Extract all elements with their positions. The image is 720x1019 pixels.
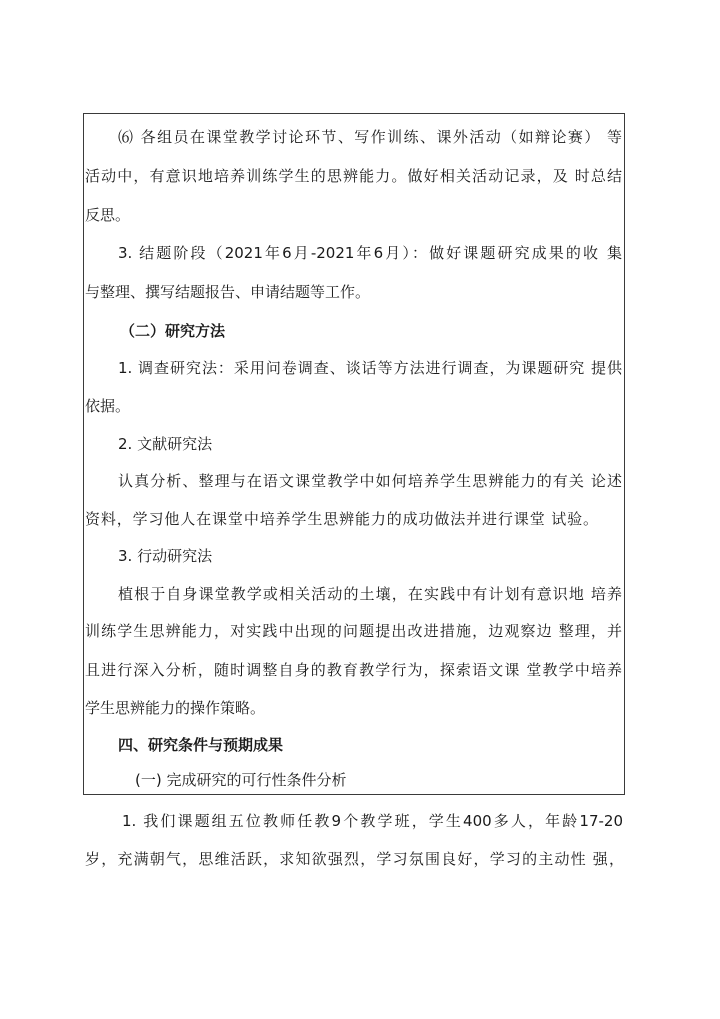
table-cell-border — [83, 113, 625, 795]
paragraph-line: ⑹ 各组员在课堂教学讨论环节、写作训练、课外活动（如辩论赛） 等 — [118, 128, 622, 146]
paragraph-line: 训练学生思辨能力，对实践中出现的问题提出改进措施，边观察边 整理，并 — [85, 622, 622, 640]
paragraph-line: 与整理、撰写结题报告、申请结题等工作。 — [85, 283, 371, 301]
section-heading: （二）研究方法 — [120, 322, 226, 340]
section-heading: 四、研究条件与预期成果 — [118, 736, 284, 754]
paragraph-line: 认真分析、整理与在语文课堂教学中如何培养学生思辨能力的有关 论述 — [118, 472, 622, 490]
paragraph-line: 活动中，有意识地培养训练学生的思辨能力。做好相关活动记录，及 时总结 — [85, 167, 622, 185]
paragraph-line: 3. 结题阶段（2021年6月-2021年6月）：做好课题研究成果的收 集 — [118, 244, 622, 262]
paragraph-line: 1. 我们课题组五位教师任教9个教学班，学生400多人，年龄17-20 — [122, 812, 623, 830]
paragraph-line: 且进行深入分析，随时调整自身的教育教学行为，探索语文课 堂教学中培养 — [85, 661, 622, 679]
subheading: (一) 完成研究的可行性条件分析 — [135, 771, 347, 789]
subheading: 3. 行动研究法 — [118, 547, 213, 565]
paragraph-line: 岁，充满朝气，思维活跃，求知欲强烈，学习氛围良好，学习的主动性 强， — [85, 850, 624, 868]
paragraph-line: 反思。 — [85, 206, 131, 224]
paragraph-line: 1. 调查研究法：采用问卷调查、谈话等方法进行调查，为课题研究 提供 — [118, 359, 622, 377]
paragraph-line: 资料，学习他人在课堂中培养学生思辨能力的成功做法并进行课堂 试验。 — [85, 510, 598, 528]
paragraph-line: 学生思辨能力的操作策略。 — [85, 699, 266, 717]
subheading: 2. 文献研究法 — [118, 435, 213, 453]
paragraph-line: 植根于自身课堂教学或相关活动的土壤，在实践中有计划有意识地 培养 — [118, 585, 622, 603]
paragraph-line: 依据。 — [85, 397, 131, 415]
